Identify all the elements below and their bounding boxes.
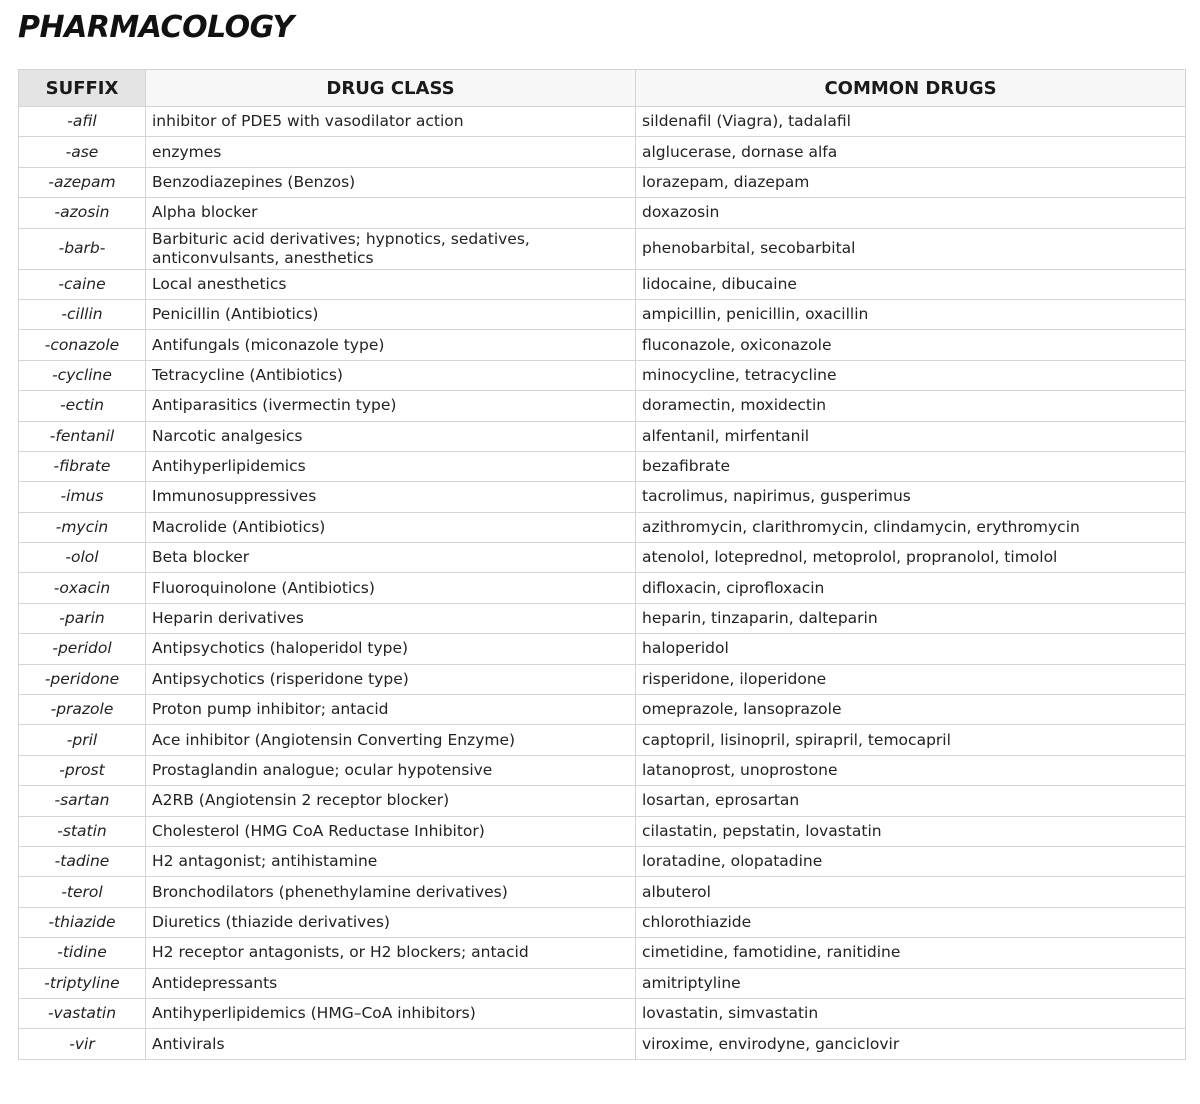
drug-class-cell: Antivirals (146, 1029, 636, 1059)
drug-class-cell: inhibitor of PDE5 with vasodilator action (146, 107, 636, 137)
table-row (19, 695, 1186, 725)
drug-class-cell: Immunosuppressives (146, 482, 636, 512)
suffix-cell: -cillin (19, 299, 146, 329)
drug-class-cell: enzymes (146, 137, 636, 167)
drug-class-cell: Diuretics (thiazide derivatives) (146, 907, 636, 937)
column-header-suffix: SUFFIX (19, 70, 146, 107)
suffix-cell: -caine (19, 269, 146, 299)
common-drugs-cell: sildenafil (Viagra), tadalafil (636, 107, 1186, 137)
drug-class-cell: Antifungals (miconazole type) (146, 330, 636, 360)
common-drugs-cell: latanoprost, unoprostone (636, 755, 1186, 785)
common-drugs-cell: lidocaine, dibucaine (636, 269, 1186, 299)
common-drugs-cell: phenobarbital, secobarbital (636, 228, 1186, 269)
table-header-row (19, 70, 1186, 107)
suffix-cell: -parin (19, 603, 146, 633)
table-row (19, 938, 1186, 968)
table-row (19, 391, 1186, 421)
common-drugs-cell: alfentanil, mirfentanil (636, 421, 1186, 451)
common-drugs-cell: cilastatin, pepstatin, lovastatin (636, 816, 1186, 846)
common-drugs-cell: doxazosin (636, 198, 1186, 228)
suffix-cell: -fentanil (19, 421, 146, 451)
table-row (19, 451, 1186, 481)
table-row (19, 1029, 1186, 1059)
table-row (19, 877, 1186, 907)
drug-class-cell: Penicillin (Antibiotics) (146, 299, 636, 329)
drug-class-cell: Cholesterol (HMG CoA Reductase Inhibitor) (146, 816, 636, 846)
drug-class-cell: Ace inhibitor (Angiotensin Converting Enzyme) (146, 725, 636, 755)
table-row (19, 846, 1186, 876)
table-body (19, 107, 1186, 1060)
suffix-cell: -mycin (19, 512, 146, 542)
drug-class-cell: Benzodiazepines (Benzos) (146, 167, 636, 197)
suffix-cell: -triptyline (19, 968, 146, 998)
common-drugs-cell: amitriptyline (636, 968, 1186, 998)
drug-class-cell: Beta blocker (146, 543, 636, 573)
suffix-cell: -cycline (19, 360, 146, 390)
drug-class-cell: A2RB (Angiotensin 2 receptor blocker) (146, 786, 636, 816)
drug-class-cell: Narcotic analgesics (146, 421, 636, 451)
table-row (19, 998, 1186, 1028)
drug-class-cell: Alpha blocker (146, 198, 636, 228)
drug-class-cell: H2 antagonist; antihistamine (146, 846, 636, 876)
suffix-cell: -tidine (19, 938, 146, 968)
common-drugs-cell: risperidone, iloperidone (636, 664, 1186, 694)
common-drugs-cell: tacrolimus, napirimus, gusperimus (636, 482, 1186, 512)
drug-class-cell: Antiparasitics (ivermectin type) (146, 391, 636, 421)
table-row (19, 299, 1186, 329)
common-drugs-cell: minocycline, tetracycline (636, 360, 1186, 390)
table-row (19, 330, 1186, 360)
suffix-cell: -prazole (19, 695, 146, 725)
common-drugs-cell: captopril, lisinopril, spirapril, temocapril (636, 725, 1186, 755)
common-drugs-cell: losartan, eprosartan (636, 786, 1186, 816)
table-row (19, 725, 1186, 755)
common-drugs-cell: difloxacin, ciprofloxacin (636, 573, 1186, 603)
common-drugs-cell: azithromycin, clarithromycin, clindamycin, erythromycin (636, 512, 1186, 542)
table-row (19, 907, 1186, 937)
table-row (19, 755, 1186, 785)
common-drugs-cell: atenolol, loteprednol, metoprolol, propranolol, timolol (636, 543, 1186, 573)
table-row (19, 167, 1186, 197)
drug-class-cell: Heparin derivatives (146, 603, 636, 633)
table-row (19, 198, 1186, 228)
drug-class-cell: H2 receptor antagonists, or H2 blockers; antacid (146, 938, 636, 968)
suffix-cell: -oxacin (19, 573, 146, 603)
suffix-cell: -vastatin (19, 998, 146, 1028)
suffix-cell: -thiazide (19, 907, 146, 937)
table-row (19, 603, 1186, 633)
suffix-cell: -fibrate (19, 451, 146, 481)
drug-class-cell: Antidepressants (146, 968, 636, 998)
table-row (19, 269, 1186, 299)
drug-class-cell: Antihyperlipidemics (146, 451, 636, 481)
table-row (19, 816, 1186, 846)
suffix-cell: -azepam (19, 167, 146, 197)
common-drugs-cell: bezafibrate (636, 451, 1186, 481)
common-drugs-cell: omeprazole, lansoprazole (636, 695, 1186, 725)
table-row (19, 228, 1186, 269)
drug-class-cell: Barbituric acid derivatives; hypnotics, sedatives, anticonvulsants, anesthetics (146, 228, 636, 269)
common-drugs-cell: doramectin, moxidectin (636, 391, 1186, 421)
suffix-cell: -ectin (19, 391, 146, 421)
common-drugs-cell: albuterol (636, 877, 1186, 907)
common-drugs-cell: viroxime, envirodyne, ganciclovir (636, 1029, 1186, 1059)
suffix-cell: -statin (19, 816, 146, 846)
drug-class-cell: Antipsychotics (risperidone type) (146, 664, 636, 694)
drug-class-cell: Proton pump inhibitor; antacid (146, 695, 636, 725)
table-row (19, 512, 1186, 542)
table-row (19, 543, 1186, 573)
suffix-cell: -afil (19, 107, 146, 137)
common-drugs-cell: cimetidine, famotidine, ranitidine (636, 938, 1186, 968)
drug-class-cell: Antihyperlipidemics (HMG–CoA inhibitors) (146, 998, 636, 1028)
drug-class-cell: Macrolide (Antibiotics) (146, 512, 636, 542)
suffix-cell: -vir (19, 1029, 146, 1059)
table-row (19, 786, 1186, 816)
common-drugs-cell: lovastatin, simvastatin (636, 998, 1186, 1028)
table-row (19, 421, 1186, 451)
drug-suffix-table (18, 69, 1186, 1060)
common-drugs-cell: fluconazole, oxiconazole (636, 330, 1186, 360)
drug-class-cell: Fluoroquinolone (Antibiotics) (146, 573, 636, 603)
table-row (19, 107, 1186, 137)
suffix-cell: -peridol (19, 634, 146, 664)
suffix-cell: -peridone (19, 664, 146, 694)
common-drugs-cell: lorazepam, diazepam (636, 167, 1186, 197)
common-drugs-cell: loratadine, olopatadine (636, 846, 1186, 876)
common-drugs-cell: haloperidol (636, 634, 1186, 664)
suffix-cell: -tadine (19, 846, 146, 876)
suffix-cell: -azosin (19, 198, 146, 228)
table-row (19, 968, 1186, 998)
suffix-cell: -prost (19, 755, 146, 785)
column-header-drug-class: DRUG CLASS (146, 70, 636, 107)
common-drugs-cell: alglucerase, dornase alfa (636, 137, 1186, 167)
drug-class-cell: Bronchodilators (phenethylamine derivatives) (146, 877, 636, 907)
suffix-cell: -pril (19, 725, 146, 755)
table-row (19, 573, 1186, 603)
suffix-cell: -terol (19, 877, 146, 907)
common-drugs-cell: ampicillin, penicillin, oxacillin (636, 299, 1186, 329)
table-row (19, 137, 1186, 167)
drug-class-cell: Local anesthetics (146, 269, 636, 299)
drug-class-cell: Tetracycline (Antibiotics) (146, 360, 636, 390)
table-row (19, 482, 1186, 512)
column-header-common-drugs: COMMON DRUGS (636, 70, 1186, 107)
drug-class-cell: Antipsychotics (haloperidol type) (146, 634, 636, 664)
suffix-cell: -sartan (19, 786, 146, 816)
suffix-cell: -olol (19, 543, 146, 573)
table-row (19, 634, 1186, 664)
table-row (19, 664, 1186, 694)
suffix-cell: -imus (19, 482, 146, 512)
drug-class-cell: Prostaglandin analogue; ocular hypotensive (146, 755, 636, 785)
page-title: PHARMACOLOGY (18, 10, 294, 45)
common-drugs-cell: chlorothiazide (636, 907, 1186, 937)
suffix-cell: -conazole (19, 330, 146, 360)
suffix-cell: -barb- (19, 228, 146, 269)
table-row (19, 360, 1186, 390)
suffix-cell: -ase (19, 137, 146, 167)
common-drugs-cell: heparin, tinzaparin, dalteparin (636, 603, 1186, 633)
